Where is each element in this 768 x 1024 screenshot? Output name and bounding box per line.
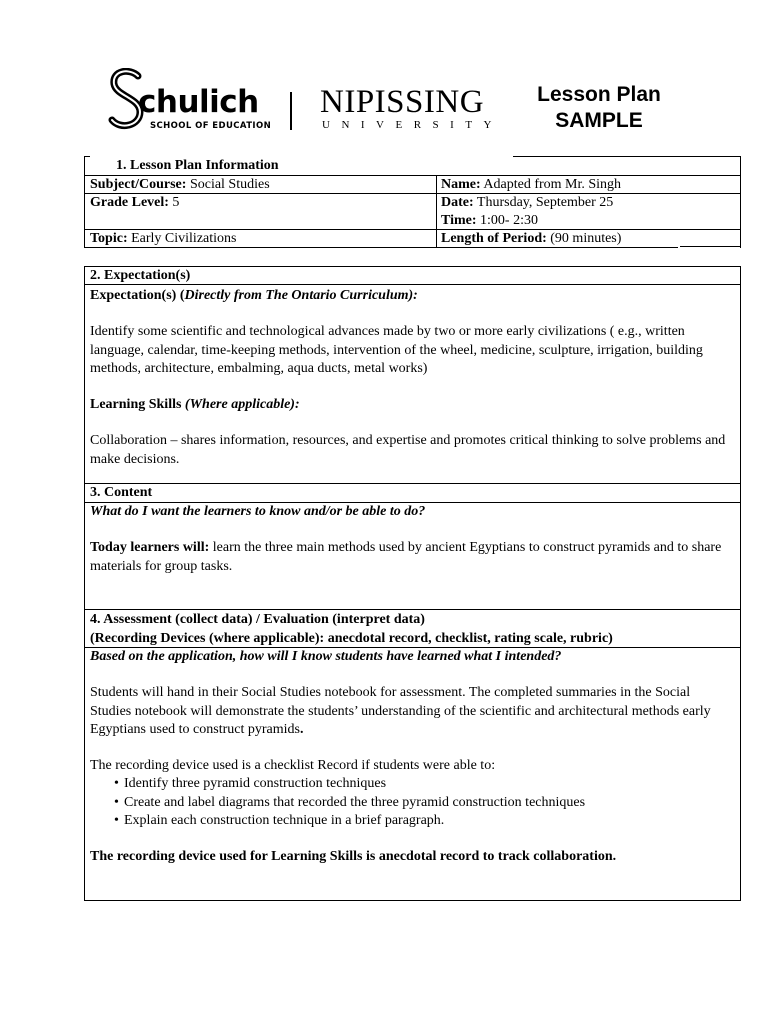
schulich-wordmark: chulich xyxy=(138,84,259,120)
section-4-heading-line-2: (Recording Devices (where applicable): anecdotal record, checklist, rating scale, rubric) xyxy=(90,630,613,646)
section-1-heading: 1. Lesson Plan Information xyxy=(116,158,279,173)
checklist xyxy=(90,775,730,830)
time-value: 1:00- 2:30 xyxy=(480,213,538,228)
checklist-intro: The recording device used is a checklist Record if students were able to: xyxy=(90,758,496,774)
expectations-label: Expectation(s) (Directly from The Ontario Curriculum): xyxy=(90,288,418,303)
section-3-heading: 3. Content xyxy=(90,485,153,500)
expectations-block xyxy=(90,287,730,469)
title-line-2: SAMPLE xyxy=(555,109,643,132)
nipissing-subtitle: UNIVERSITY xyxy=(322,119,503,131)
list-item: • Identify three pyramid construction techniques xyxy=(90,775,730,793)
schulich-logo xyxy=(108,74,272,134)
nipissing-logo xyxy=(320,86,505,136)
nipissing-wordmark: NIPISSING xyxy=(320,84,485,120)
expectations-text: Identify some scientific and technological advances made by two or more early civilizations ( e.g., written language, calendar, time-keeping methods, intervention of the wheel, medicine, sculpture, irrigation, building methods, architecture, embalming, aqua ducts, metal works) xyxy=(90,324,703,376)
section-4-heading xyxy=(90,611,613,648)
lesson-plan-title xyxy=(524,82,674,134)
topic-field xyxy=(90,230,236,248)
name-field xyxy=(441,176,621,194)
content-question: What do I want the learners to know and/or be able to do? xyxy=(90,504,426,519)
learning-skills-label: Learning Skills (Where applicable): xyxy=(90,397,300,413)
list-item: • Explain each construction technique in a brief paragraph. xyxy=(90,812,730,830)
grade-label: Grade Level: xyxy=(90,195,169,210)
topic-label: Topic: xyxy=(90,231,128,246)
subject-label: Subject/Course: xyxy=(90,177,187,192)
period-value: (90 minutes) xyxy=(550,231,622,246)
table-border xyxy=(436,175,437,248)
grade-value: 5 xyxy=(172,195,180,210)
grade-field xyxy=(90,194,179,212)
schulich-subtitle: SCHOOL OF EDUCATION xyxy=(150,121,272,131)
period-label: Length of Period: xyxy=(441,231,547,246)
assessment-block xyxy=(90,648,730,867)
learning-skills-text: Collaboration – shares information, resources, and expertise and promotes critical thinking to solve problems and make decisions. xyxy=(90,433,726,467)
table-border xyxy=(740,156,741,248)
subject-value: Social Studies xyxy=(189,177,270,192)
assessment-paragraph: Students will hand in their Social Studies notebook for assessment. The completed summaries in the Social Studies notebook will demonstrate the students’ understanding of the scientific and architectural methods early Egyptians used to construct pyramids. xyxy=(90,685,711,737)
today-learners-text: Today learners will: learn the three main methods used by ancient Egyptians to construct pyramids and to share materials for group tasks. xyxy=(90,540,722,574)
time-label: Time: xyxy=(441,213,477,228)
content-block xyxy=(90,503,730,576)
section-4-heading-line-1: 4. Assessment (collect data) / Evaluation (interpret data) xyxy=(90,612,425,627)
title-line-1: Lesson Plan xyxy=(537,83,661,106)
list-item: • Create and label diagrams that recorded the three pyramid construction techniques xyxy=(90,794,730,812)
table-border xyxy=(84,609,741,610)
section-2-heading: 2. Expectation(s) xyxy=(90,268,191,283)
date-label: Date: xyxy=(441,195,474,210)
assessment-question: Based on the application, how will I know students have learned what I intended? xyxy=(90,649,562,664)
period-field xyxy=(441,230,621,248)
document-header xyxy=(0,0,768,150)
subject-field xyxy=(90,176,270,194)
time-field xyxy=(441,212,538,230)
date-field xyxy=(441,194,613,212)
table-border xyxy=(513,156,741,157)
table-border xyxy=(84,483,741,484)
table-border xyxy=(680,246,741,247)
logo-divider xyxy=(290,92,292,130)
topic-value: Early Civilizations xyxy=(131,231,237,246)
name-label: Name: xyxy=(441,177,481,192)
date-value: Thursday, September 25 xyxy=(476,195,614,210)
name-value: Adapted from Mr. Singh xyxy=(483,177,622,192)
table-border xyxy=(84,156,85,248)
closing-statement: The recording device used for Learning Skills is anecdotal record to track collaboration. xyxy=(90,849,617,865)
